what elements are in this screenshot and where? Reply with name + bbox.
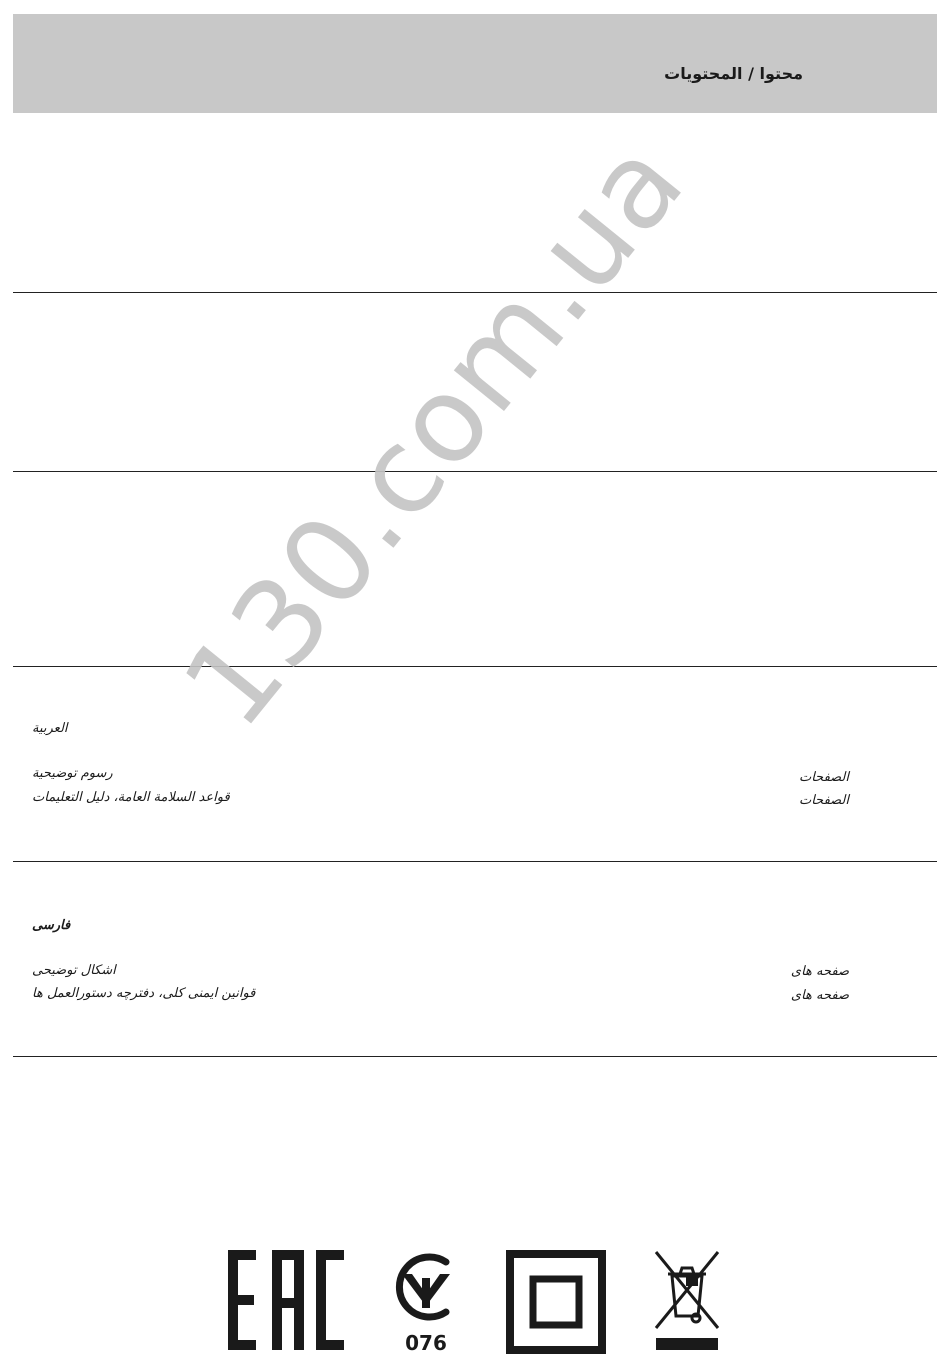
- section-title-arabic: العربية: [32, 721, 68, 736]
- section-title-persian: فارسی: [32, 918, 71, 933]
- ukr-mark-code: 076: [405, 1331, 447, 1354]
- watermark: 130.com.ua: [156, 114, 711, 753]
- ukraine-conformity-mark-icon: [388, 1250, 464, 1354]
- class-ii-double-insulation-icon: [506, 1250, 606, 1354]
- divider: [13, 1056, 937, 1057]
- toc-item-text: رسوم توضيحية: [32, 766, 113, 781]
- weee-crossed-bin-icon: [652, 1250, 722, 1354]
- toc-item-page-label: الصفحات: [798, 770, 849, 785]
- toc-item-page-label: صفحه های: [790, 988, 849, 1003]
- divider: [13, 666, 937, 667]
- page-title: محتوا / المحتويات: [664, 64, 803, 83]
- toc-item-text: اشکال توضیحی: [32, 963, 116, 978]
- toc-item-text: قوانین ایمنی کلی، دفترچه دستورالعمل ها: [32, 986, 256, 1001]
- divider: [13, 861, 937, 862]
- eac-mark-icon: [228, 1250, 344, 1350]
- toc-item-text: قواعد السلامة العامة، دليل التعليمات: [32, 790, 230, 805]
- toc-item-page-label: الصفحات: [798, 793, 849, 808]
- certification-logos: [0, 1240, 950, 1364]
- toc-item-page-label: صفحه های: [790, 964, 849, 979]
